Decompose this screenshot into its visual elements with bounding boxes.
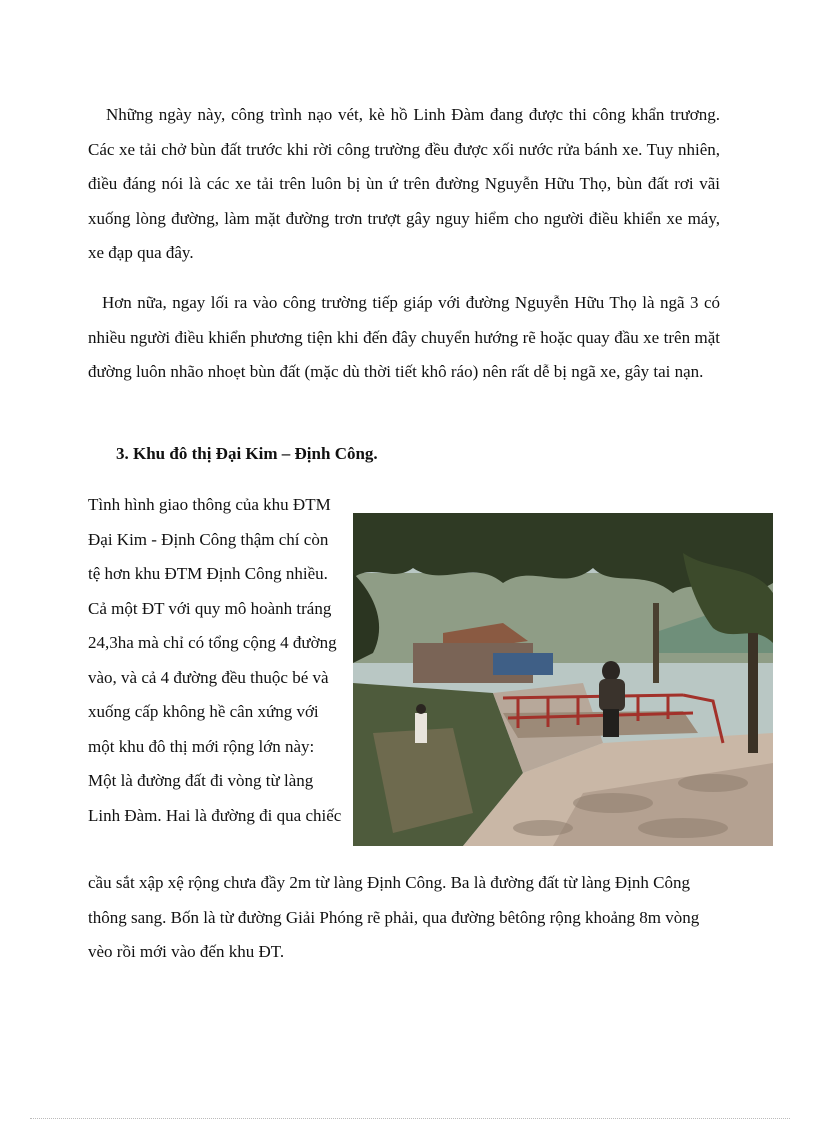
paragraph-intersection: Hơn nữa, ngay lối ra vào công trường tiếp giáp với đường Nguyễn Hữu Thọ là ngã 3 có nhiều người điều khiển phương tiện khi đến đây chuyển hướng rẽ hoặc quay đầu xe trên mặt đường luôn nhão nhoẹt bùn đất (mặc dù thời tiết khô ráo) nên rất dễ bị ngã xe, gây tai nạn. xyxy=(88,293,720,381)
paragraph-dai-kim-intro: Tình hình giao thông của khu ĐTM Đại Kim - Định Công thậm chí còn tệ hơn khu ĐTM Định Công nhiều. Cả một ĐT với quy mô hoành tráng 24,3ha mà chỉ có tổng cộng 4 đường vào, và cả 4 đường đều thuộc bé và xuống cấp không hề cân xứng với một khu đô thị mới rộng lớn này: Một là đường đất đi vòng từ làng Linh Đàm. Hai là đường đi qua chiếc xyxy=(88,495,342,825)
page-bottom-rule xyxy=(30,1118,790,1119)
paragraph-four-roads: cầu sắt xập xệ rộng chưa đầy 2m từ làng Định Công. Ba là đường đất từ làng Định Công thông sang. Bốn là từ đường Giải Phóng rẽ phải, qua đường bêtông rộng khoảng 8m vòng vèo rồi mới vào đến khu ĐT. xyxy=(88,873,700,961)
paragraph-linh-dam: Những ngày này, công trình nạo vét, kè hồ Linh Đàm đang được thi công khẩn trương. Các xe tải chở bùn đất trước khi rời công trường đều được xối nước rửa bánh xe. Tuy nhiên, điều đáng nói là các xe tải trên luôn bị ùn ứ trên đường Nguyễn Hữu Thọ, bùn đất rơi vãi xuống lòng đường, làm mặt đường trơn trượt gây nguy hiểm cho người điều khiển xe máy, xe đạp qua đây. xyxy=(88,105,720,262)
bridge-photo xyxy=(353,513,773,846)
section-heading: 3. Khu đô thị Đại Kim – Định Công. xyxy=(116,444,378,463)
